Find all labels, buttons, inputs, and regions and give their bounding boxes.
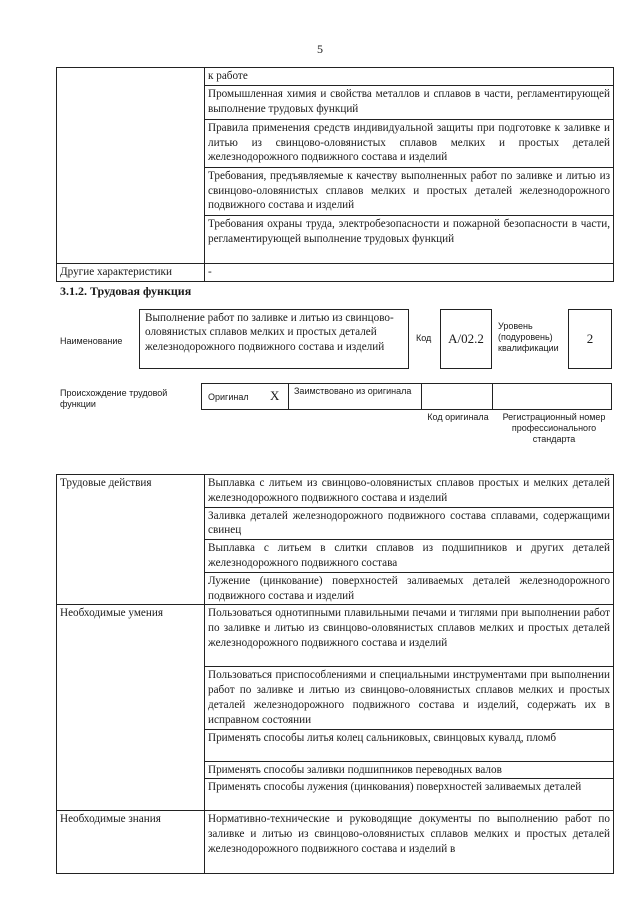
registration-number-caption: Регистрационный номер профессионального стандарта	[502, 412, 606, 444]
origin-label: Происхождение трудовой функции	[60, 388, 168, 409]
code-original-caption: Код оригинала	[427, 412, 489, 422]
divider	[421, 384, 422, 409]
skills-label: Необходимые умения	[57, 605, 205, 811]
origin-box	[201, 383, 612, 410]
borrowed-label: Заимствовано из оригинала	[294, 386, 412, 396]
table-cell: Лужение (цинкование) поверхностей заливаемых деталей железнодорожного подвижного состава и изделий	[205, 572, 614, 605]
labor-actions-label: Трудовые действия	[57, 475, 205, 605]
code-label: Код	[416, 333, 432, 343]
table-cell: Выплавка с литьем в слитки сплавов из подшипников и других деталей железнодорожного подвижного состава	[205, 540, 614, 573]
table-cell: Промышленная химия и свойства металлов и сплавов в части, регламентирующей выполнение трудовых функций	[205, 85, 614, 119]
level-value-box: 2	[568, 309, 612, 369]
table-cell: Нормативно-технические и руководящие документы по выполнению работ по заливке и литью из свинцово-оловянистых сплавов мелких и простых деталей железнодорожного подвижного состава и изделий в	[205, 811, 614, 874]
table-cell: Применять способы лужения (цинкования) поверхностей заливаемых деталей	[205, 779, 614, 811]
table-cell: Пользоваться однотипными плавильными печами и тиглями при выполнении работ по заливке и литью из свинцово-оловянистых сплавов мелких и простых деталей железнодорожного подвижного состава и изделий	[205, 605, 614, 667]
page-number: 5	[317, 42, 323, 56]
name-label: Наименование	[60, 336, 123, 346]
knowledge-continuation-table	[56, 67, 614, 282]
divider	[288, 384, 289, 409]
divider	[492, 384, 493, 409]
table-cell: Требования охраны труда, электробезопасности и пожарной безопасности в части, регламентирующей выполнение трудовых функций	[205, 215, 614, 263]
table-row	[57, 811, 614, 874]
table-row	[57, 605, 614, 667]
code-value-box: А/02.2	[440, 309, 492, 369]
other-characteristics-value: -	[205, 263, 614, 281]
table-row	[57, 68, 614, 86]
table-cell: Требования, предъявляемые к качеству выполненных работ по заливке и литью из свинцово-оловянистых сплавов мелких и простых деталей железнодорожного подвижного состава и изделий	[205, 167, 614, 215]
table-cell: Правила применения средств индивидуальной защиты при подготовке к заливке и литью из свинцово-оловянистых сплавов мелких и простых деталей железнодорожного подвижного состава и изделий	[205, 119, 614, 167]
table-cell: Заливка деталей железнодорожного подвижного состава сплавами, содержащими свинец	[205, 507, 614, 540]
level-label: Уровень (подуровень) квалификации	[498, 321, 559, 353]
empty-label-cell	[57, 68, 205, 264]
function-name-box: Выполнение работ по заливке и литью из свинцово-оловянистых сплавов мелких и простых деталей железнодорожного подвижного состава и изделий	[139, 309, 409, 369]
original-label: Оригинал	[208, 392, 249, 402]
table-cell: Применять способы литья колец сальниковых, свинцовых кувалд, пломб	[205, 729, 614, 761]
table-row	[57, 475, 614, 508]
labor-function-table	[56, 474, 614, 874]
table-cell: Пользоваться приспособлениями и специальными инструментами при выполнении работ по заливке и литью из свинцово-оловянистых сплавов мелких и простых деталей железнодорожного подвижного состава и изделий, содержать их в исправном состоянии	[205, 667, 614, 729]
table-cell: Применять способы заливки подшипников переводных валов	[205, 761, 614, 779]
knowledge-label: Необходимые знания	[57, 811, 205, 874]
table-row	[57, 263, 614, 281]
section-title: 3.1.2. Трудовая функция	[60, 284, 192, 298]
table-cell: к работе	[205, 68, 614, 86]
original-mark: Х	[270, 388, 280, 403]
other-characteristics-label: Другие характеристики	[57, 263, 205, 281]
table-cell: Выплавка с литьем из свинцово-оловянистых сплавов простых и мелких деталей железнодорожного подвижного состава и изделий	[205, 475, 614, 508]
